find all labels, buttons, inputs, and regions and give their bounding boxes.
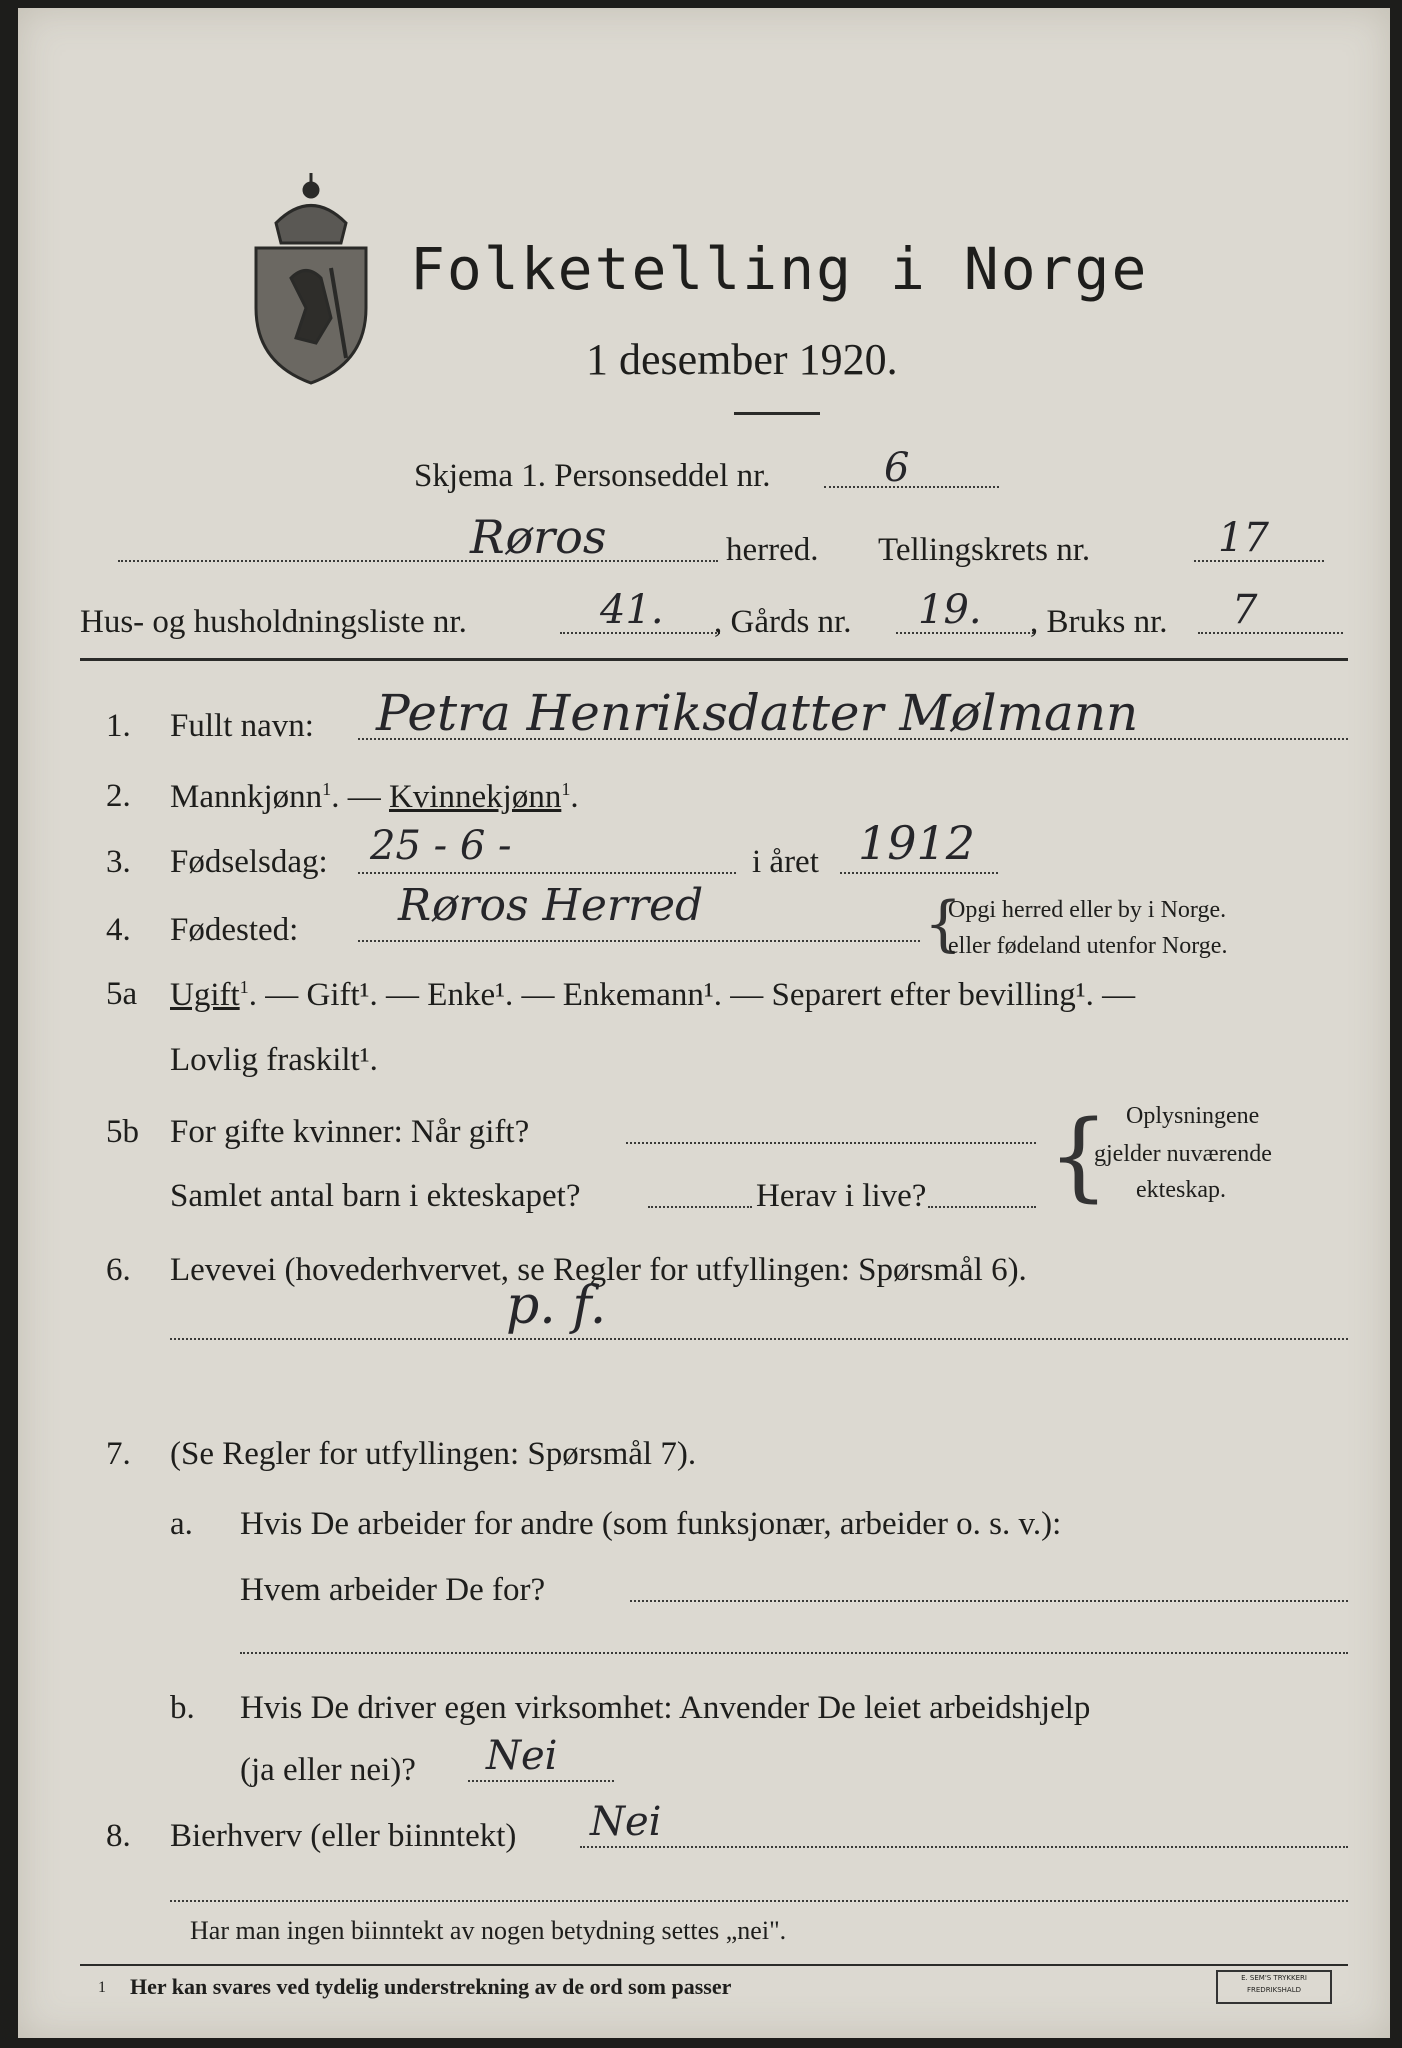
q8-line2 [170, 1900, 1348, 1902]
q7-number: 7. [106, 1436, 131, 1472]
title-divider [734, 412, 820, 415]
q7b-question: (ja eller nei)? [240, 1752, 416, 1788]
census-form-page [18, 8, 1390, 2038]
q8-value: Nei [590, 1799, 662, 1845]
printer-mark [1216, 1970, 1332, 2004]
header-divider [80, 658, 1348, 661]
q5b-label1: For gifte kvinner: Når gift? [170, 1114, 530, 1150]
q8-number: 8. [106, 1818, 131, 1854]
q1-label: Fullt navn: [170, 708, 314, 744]
hus-value: 41. [600, 587, 664, 633]
q4-value: Røros Herred [398, 880, 704, 931]
q7a-line2 [240, 1652, 1348, 1654]
q3-year-line [840, 872, 998, 874]
census-date: 1 desember 1920. [586, 335, 898, 384]
q3-label: Fødselsdag: [170, 844, 328, 880]
q5b-line2 [648, 1206, 752, 1208]
q5b-line1 [626, 1142, 1036, 1144]
q6-value: p. f. [506, 1276, 607, 1336]
q5a-options: . — Gift¹. — Enke¹. — Enkemann¹. — Separert efter bevilling¹. — [248, 977, 1136, 1013]
q7b-line [468, 1780, 614, 1782]
q3-year-value: 1912 [858, 816, 976, 870]
coat-of-arms-icon [236, 168, 386, 388]
q1-value: Petra Henriksdatter Mølmann [376, 684, 1139, 742]
q1-number: 1. [106, 708, 131, 744]
q5b-label3: Herav i live? [756, 1178, 927, 1214]
q7b-text: Hvis De driver egen virksomhet: Anvender De leiet arbeidshjelp [240, 1690, 1091, 1726]
q4-note-line2: eller fødeland utenfor Norge. [948, 933, 1228, 959]
q5a-ugift: Ugift [170, 977, 240, 1013]
q7a-question: Hvem arbeider De for? [240, 1572, 546, 1608]
tellingskrets-value: 17 [1218, 515, 1269, 561]
q8-line1 [580, 1846, 1348, 1848]
q5b-number: 5b [106, 1114, 139, 1150]
q2-text: Mannkjønn$^1$. — Kvinnekjønn$^1$. [170, 779, 579, 815]
herred-line [118, 560, 718, 562]
q7b-value: Nei [486, 1733, 558, 1779]
hus-label: Hus- og husholdningsliste nr. [80, 604, 467, 640]
printer-city: FREDRIKSHALD [1246, 1986, 1301, 1994]
gards-value: 19. [918, 587, 982, 633]
q5a-text: Ugift$^1$. — Gift¹. — Enke¹. — Enkemann¹. — Separert efter bevilling¹. — [170, 977, 1136, 1013]
q3-line [358, 872, 736, 874]
q5a-line2: Lovlig fraskilt¹. [170, 1042, 378, 1078]
q7-label: (Se Regler for utfyllingen: Spørsmål 7). [170, 1436, 697, 1472]
q4-number: 4. [106, 912, 131, 948]
q4-label: Fødested: [170, 912, 299, 948]
footnote-text: Her kan svares ved tydelig understrekning av de ord som passer [130, 1974, 732, 1999]
q5b-note-line2: gjelder nuværende [1094, 1141, 1272, 1167]
q8-label: Bierhverv (eller biinntekt) [170, 1818, 517, 1854]
q5b-note-line1: Oplysningene [1126, 1103, 1260, 1129]
form-title: Folketelling i Norge [410, 235, 1149, 303]
q5a-number: 5a [106, 976, 138, 1012]
q5b-note-brace: { [1048, 1100, 1110, 1212]
q6-line [170, 1338, 1348, 1340]
bruks-label: , Bruks nr. [1030, 604, 1168, 640]
schema-nr-value: 6 [884, 445, 910, 491]
q4-note-brace: { [924, 889, 963, 959]
q2-mann: Mannkjønn [170, 779, 323, 815]
footer-note: Har man ingen biinntekt av nogen betydning settes „nei". [190, 1916, 787, 1945]
gards-label: , Gårds nr. [714, 604, 852, 640]
q6-number: 6. [106, 1252, 131, 1288]
q7a-text: Hvis De arbeider for andre (som funksjonær, arbeider o. s. v.): [240, 1506, 1062, 1542]
q3-number: 3. [106, 844, 131, 880]
herred-label: herred. [726, 532, 819, 568]
q4-note-line1: Opgi herred eller by i Norge. [948, 897, 1227, 923]
footnote-mark: 1 [98, 1979, 106, 1996]
q7b-letter: b. [170, 1690, 195, 1726]
printer-name: E. SEM'S TRYKKERI [1241, 1974, 1307, 1982]
q6-label: Levevei (hovederhvervet, se Regler for utfyllingen: Spørsmål 6). [170, 1252, 1027, 1288]
q2-end: . [570, 779, 579, 815]
q3-value: 25 - 6 - [370, 823, 512, 869]
q5b-label2: Samlet antal barn i ekteskapet? [170, 1178, 581, 1214]
footer-divider [80, 1964, 1348, 1966]
q3-year-label: i året [752, 844, 819, 880]
tellingskrets-label: Tellingskrets nr. [878, 532, 1091, 568]
q2-kvinne: Kvinnekjønn [389, 779, 562, 815]
q4-line [358, 940, 920, 942]
q2-number: 2. [106, 778, 131, 814]
schema-label: Skjema 1. Personseddel nr. [414, 458, 771, 494]
schema-nr-line [824, 486, 999, 488]
bruks-line [1198, 632, 1343, 634]
herred-value: Røros [470, 510, 607, 564]
q5b-line3 [928, 1206, 1036, 1208]
bruks-value: 7 [1232, 587, 1258, 633]
q2-separator: . — [331, 779, 381, 815]
q7a-letter: a. [170, 1506, 193, 1542]
q5b-note-line3: ekteskap. [1136, 1177, 1226, 1203]
q7a-line1 [630, 1600, 1348, 1602]
